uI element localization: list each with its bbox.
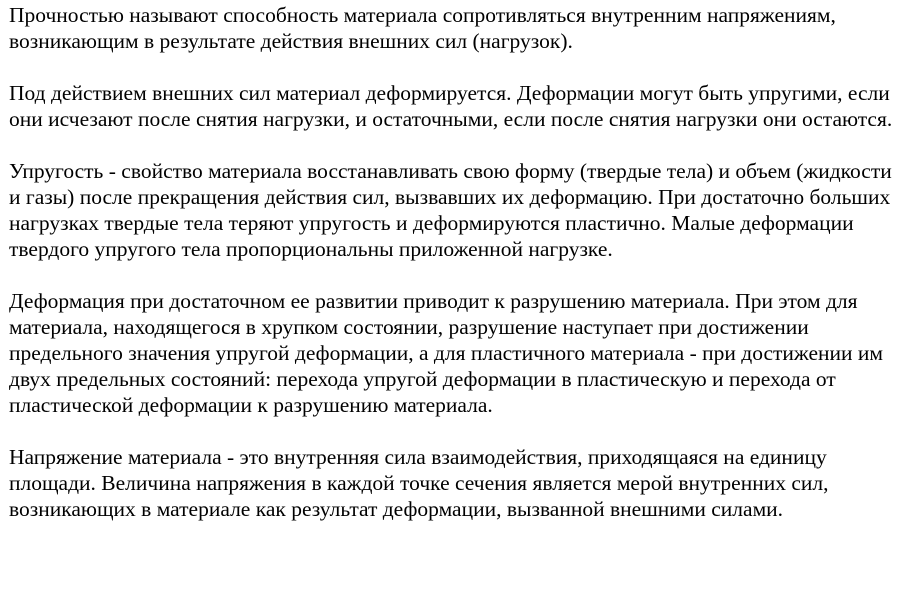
document-body (9, 2, 897, 522)
paragraph-fracture: Деформация при достаточном ее развитии приводит к разрушению материала. При этом для материала, находящегося в хрупком состоянии, разрушение наступает при достижении предельного значения упругой деформации, а для пластичного материала - при достижении им двух предельных состояний: перехода упругой деформации в пластическую и перехода от пластической деформации к разрушению материала. (9, 289, 884, 417)
paragraph-deformation-types: Под действием внешних сил материал деформируется. Деформации могут быть упругими, если они исчезают после снятия нагрузки, и остаточными, если после снятия нагрузки они остаются. (9, 81, 893, 131)
paragraph-stress-definition: Напряжение материала - это внутренняя сила взаимодействия, приходящаяся на единицу площади. Величина напряжения в каждой точке сечения является мерой внутренних сил, возникающих в материале как результат деформации, вызванной внешними силами. (9, 445, 829, 521)
paragraph-strength-definition: Прочностью называют способность материала сопротивляться внутренним напряжениям, возникающим в результате действия внешних сил (нагрузок). (9, 3, 836, 53)
paragraph-elasticity: Упругость - свойство материала восстанавливать свою форму (твердые тела) и объем (жидкости и газы) после прекращения действия сил, вызвавших их деформацию. При достаточно больших нагрузках твердые тела теряют упругость и деформируются пластично. Малые деформации твердого упругого тела пропорциональны приложенной нагрузке. (9, 159, 892, 261)
